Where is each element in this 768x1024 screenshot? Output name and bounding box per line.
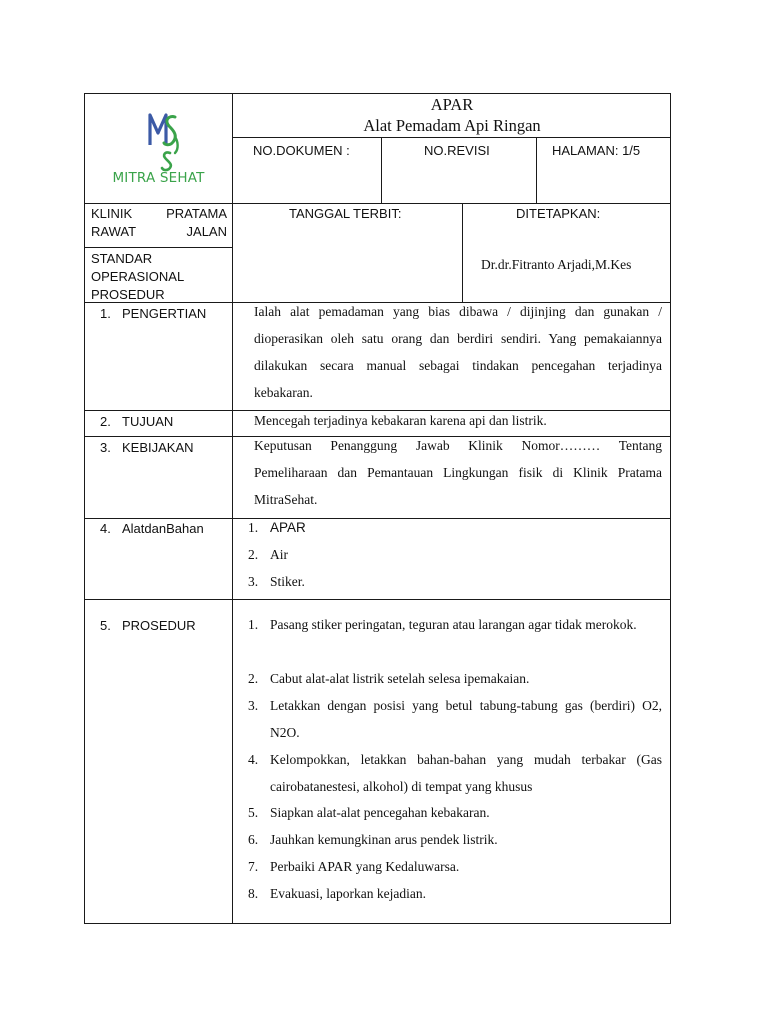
border-left [84,93,85,924]
border-bottom [84,923,671,924]
section-label-pengertian: PENGERTIAN [122,306,207,321]
list-item [248,541,662,568]
tujuan-text: Mencegah terjadinya kebakaran karena api dan listrik. [254,413,547,428]
list-text: Pasang stiker peringatan, teguran atau larangan agar tidak merokok. [270,617,637,632]
border-right [670,93,671,924]
list-item [248,568,662,595]
org-name: KLINIK PRATAMA RAWAT JALAN [91,206,227,239]
list-number: 1. [248,520,259,535]
document-title: APAR [430,95,474,114]
list-number: 3. [248,698,259,713]
list-item [248,514,662,541]
sop-document [84,93,671,924]
section-number: 4. [100,521,111,536]
list-text: Jauhkan kemungkinan arus pendek listrik. [270,832,498,847]
section-number: 5. [100,618,111,633]
no-revisi-label: NO.REVISI [424,143,490,158]
row-divider-org [84,247,233,248]
list-number: 2. [248,671,259,686]
kebijakan-text: Keputusan Penanggung Jawab Klinik Nomor……… Tentang Pemeliharaan dan Pemantauan Lingkungan fisik di Klinik Pratama MitraSehat. [254,438,662,507]
list-text: Stiker. [270,574,305,589]
document-subtitle: Alat Pemadam Api Ringan [363,116,541,135]
list-text: Siapkan alat-alat pencegahan kebakaran. [270,805,490,820]
ms-monogram-icon [84,93,233,173]
list-number: 6. [248,832,259,847]
sop-type: STANDAR OPERASIONAL PROSEDUR [91,251,184,302]
tanggal-terbit-label: TANGGAL TERBIT: [289,206,402,221]
section-label-kebijakan: KEBIJAKAN [122,440,194,455]
list-number: 1. [248,617,259,632]
title-divider [233,137,671,138]
list-number: 3. [248,574,259,589]
list-text: Perbaiki APAR yang Kedaluwarsa. [270,859,460,874]
list-text: Evakuasi, laporkan kejadian. [270,886,426,901]
list-number: 8. [248,886,259,901]
signatory-name: Dr.dr.Fitranto Arjadi,M.Kes [481,257,632,272]
header-divider-2 [536,137,537,203]
section-label-tujuan: TUJUAN [122,414,174,429]
section-label-alat-bahan: AlatdanBahan [122,521,204,536]
list-text: Cabut alat-alat listrik setelah selesa ipemakaian. [270,671,530,686]
list-text: Air [270,547,288,562]
halaman-label: HALAMAN: 1/5 [552,143,641,158]
row-divider-4 [84,599,671,600]
section-number: 2. [100,414,111,429]
list-number: 4. [248,752,259,767]
row-divider-1 [84,410,671,411]
row-divider-header [84,203,671,204]
no-dokumen-label: NO.DOKUMEN : [253,143,350,158]
list-number: 7. [248,859,259,874]
logo-text: MITRA SEHAT [112,170,205,186]
list-number: 5. [248,805,259,820]
pengertian-text: Ialah alat pemadaman yang bias dibawa / dijinjing dan gunakan / dioperasikan oleh satu orang dan berdiri sendiri. Yang pemakaiannya dilakukan secara manual sebagai tindakan pencegahan terjadinya kebakaran. [254,304,662,400]
ditetapkan-label: DITETAPKAN: [516,206,601,221]
section-label-prosedur: PROSEDUR [122,618,196,633]
section-number: 1. [100,306,111,321]
list-number: 2. [248,547,259,562]
list-text: Letakkan dengan posisi yang betul tabung-tabung gas (berdiri) O2, N2O. [270,698,662,740]
list-text: Kelompokkan, letakkan bahan-bahan yang mudah terbakar (Gas cairobatanestesi, alkohol) di tempat yang khusus [270,752,662,794]
column-divider [232,93,233,924]
list-text: APAR [270,520,306,535]
header-divider-1 [381,137,382,203]
header-divider-3 [462,203,463,302]
mitra-sehat-logo [84,93,233,203]
section-number: 3. [100,440,111,455]
